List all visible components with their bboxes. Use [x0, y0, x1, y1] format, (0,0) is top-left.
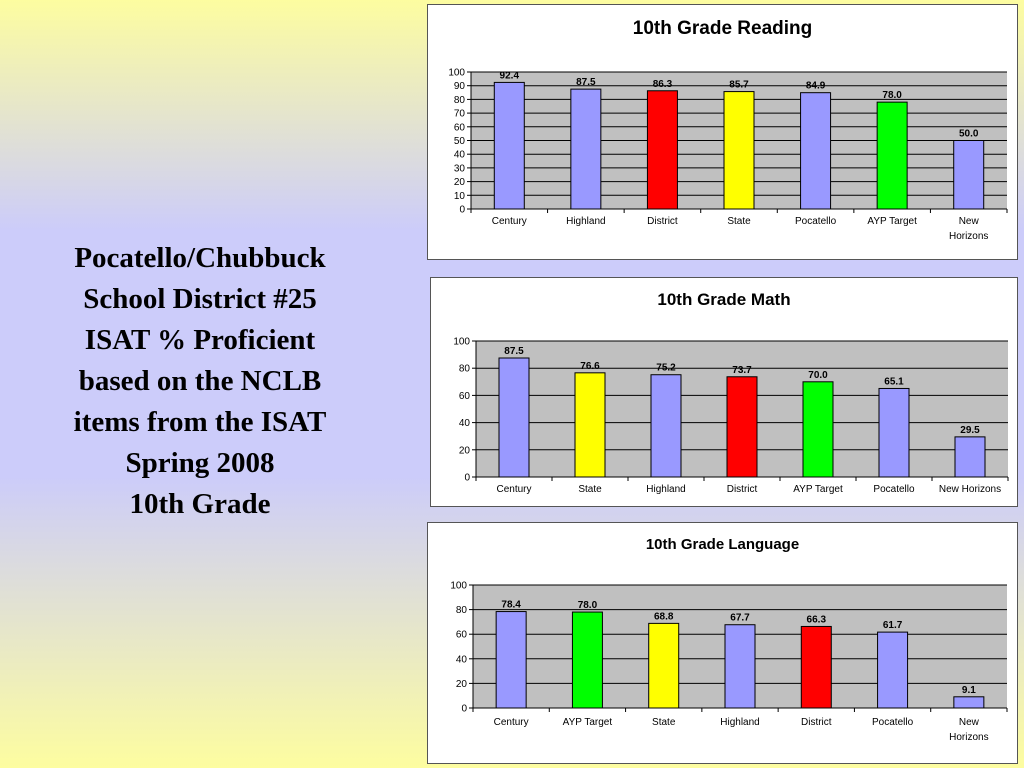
x-tick-label: Horizons	[949, 732, 989, 743]
y-tick-label: 40	[458, 418, 470, 430]
title-line: based on the NCLB	[78, 365, 322, 397]
x-tick-label: Horizons	[948, 231, 989, 242]
x-tick-label: Highland	[566, 216, 606, 227]
y-tick-label: 90	[453, 81, 465, 93]
y-tick-label: 60	[458, 390, 470, 402]
y-tick-label: 10	[453, 190, 465, 202]
bar	[494, 82, 524, 209]
y-tick-label: 100	[453, 336, 470, 348]
chart-title: 10th Grade Reading	[632, 18, 813, 39]
data-label: 50.0	[958, 128, 979, 140]
x-tick-label: Highland	[646, 484, 686, 495]
y-tick-label: 80	[458, 363, 470, 375]
data-label: 84.9	[805, 80, 826, 92]
y-tick-label: 80	[455, 605, 467, 617]
chart-title: 10th Grade Math	[657, 290, 791, 309]
y-tick-label: 100	[450, 580, 467, 592]
x-tick-label: Century	[493, 717, 529, 728]
y-tick-label: 100	[448, 67, 465, 79]
math-chart	[430, 277, 1018, 507]
slide-title	[20, 238, 380, 525]
y-tick-label: 0	[459, 204, 465, 216]
data-label: 29.5	[960, 424, 980, 436]
data-label: 9.1	[961, 684, 976, 696]
y-tick-label: 60	[455, 629, 467, 641]
x-tick-label: New Horizons	[938, 484, 1002, 495]
bar	[651, 375, 681, 477]
y-tick-label: 20	[453, 177, 465, 189]
x-tick-label: Pocatello	[873, 484, 915, 495]
data-label: 87.5	[504, 346, 524, 357]
bar	[954, 697, 984, 708]
bar	[955, 437, 985, 477]
x-tick-label: District	[726, 484, 758, 495]
title-line: Spring 2008	[125, 447, 275, 479]
data-label: 78.4	[501, 599, 521, 611]
data-label: 92.4	[499, 70, 520, 82]
bar	[877, 102, 907, 209]
chart-title: 10th Grade Language	[645, 536, 800, 553]
bar	[954, 141, 984, 210]
y-tick-label: 0	[464, 472, 470, 484]
data-label: 73.7	[732, 364, 752, 376]
data-label: 87.5	[576, 77, 596, 89]
x-tick-label: Century	[496, 484, 532, 495]
bar	[649, 623, 679, 708]
data-label: 70.0	[808, 369, 828, 381]
y-tick-label: 20	[458, 445, 470, 457]
x-tick-label: State	[727, 216, 751, 227]
bar	[878, 632, 908, 708]
data-label: 67.7	[730, 612, 750, 624]
x-tick-label: AYP Target	[562, 717, 613, 728]
language-chart-svg	[428, 523, 1019, 765]
x-tick-label: Pocatello	[795, 216, 837, 227]
y-tick-label: 40	[453, 149, 465, 161]
bar	[575, 373, 605, 477]
bar	[571, 89, 601, 209]
x-tick-label: AYP Target	[793, 484, 843, 495]
title-line: 10th Grade	[129, 488, 271, 520]
data-label: 65.1	[884, 376, 904, 388]
y-tick-label: 30	[453, 163, 465, 175]
data-label: 68.8	[653, 611, 674, 623]
bar	[725, 625, 755, 708]
bar	[803, 382, 833, 477]
bar	[499, 358, 529, 477]
x-tick-label: State	[578, 484, 602, 495]
bar	[801, 93, 831, 209]
data-label: 76.6	[580, 360, 600, 372]
y-tick-label: 40	[455, 654, 467, 666]
y-tick-label: 20	[455, 678, 467, 690]
title-line: School District #25	[83, 283, 317, 315]
data-label: 75.2	[656, 362, 676, 374]
bar	[496, 612, 526, 708]
x-tick-label: Pocatello	[872, 717, 914, 728]
language-chart	[427, 522, 1018, 764]
data-label: 85.7	[729, 79, 749, 91]
reading-chart-svg	[428, 5, 1019, 261]
x-tick-label: AYP Target	[867, 216, 917, 227]
bar	[724, 92, 754, 209]
x-tick-label: District	[647, 216, 678, 227]
y-tick-label: 80	[453, 94, 465, 106]
title-line: items from the ISAT	[73, 406, 327, 438]
x-tick-label: District	[801, 717, 832, 728]
data-label: 66.3	[806, 614, 827, 626]
y-tick-label: 70	[453, 108, 465, 120]
data-label: 78.0	[577, 600, 598, 612]
bar	[727, 377, 757, 477]
x-tick-label: State	[652, 717, 676, 728]
bar	[647, 91, 677, 209]
title-line: ISAT % Proficient	[84, 324, 316, 356]
reading-chart	[427, 4, 1018, 260]
x-tick-label: Highland	[720, 717, 760, 728]
data-label: 86.3	[652, 78, 673, 90]
y-tick-label: 50	[453, 136, 465, 147]
bar	[879, 388, 909, 477]
x-tick-label: New	[958, 216, 979, 227]
bar	[572, 612, 602, 708]
data-label: 78.0	[882, 90, 902, 102]
data-label: 61.7	[882, 620, 903, 632]
bar	[801, 626, 831, 708]
x-tick-label: New	[958, 717, 979, 728]
y-tick-label: 0	[461, 703, 467, 715]
title-line: Pocatello/Chubbuck	[74, 242, 326, 274]
x-tick-label: Century	[491, 216, 527, 227]
math-chart-svg	[431, 278, 1019, 508]
y-tick-label: 60	[453, 122, 465, 134]
